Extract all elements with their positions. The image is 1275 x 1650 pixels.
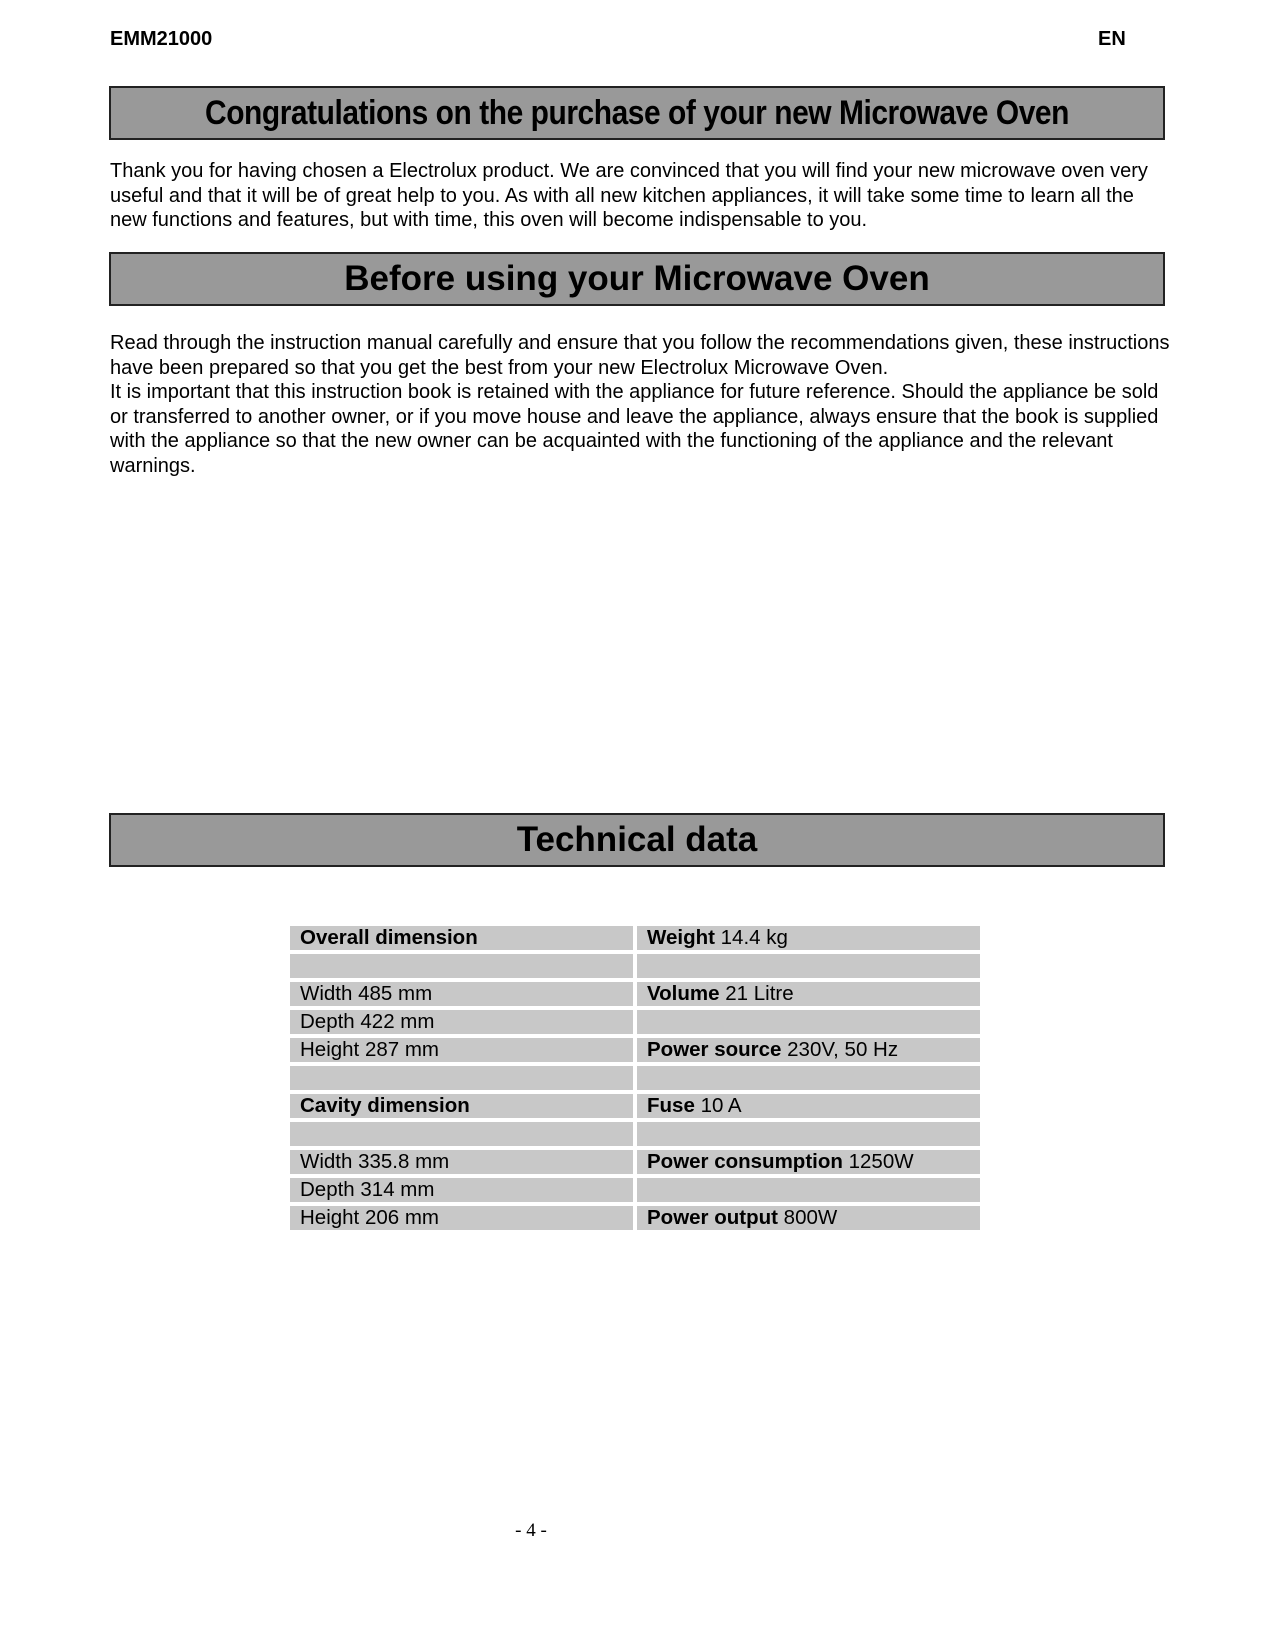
- before-using-text: [110, 331, 1170, 478]
- table-row: [290, 1150, 980, 1174]
- table-row: [290, 1010, 980, 1034]
- table-cell-right: [637, 926, 980, 950]
- table-cell-right: [637, 1206, 980, 1230]
- table-cell-left: [290, 1122, 633, 1146]
- cell-label: Weight: [647, 926, 715, 949]
- cell-value: 10 A: [700, 1094, 742, 1117]
- table-row: [290, 1206, 980, 1230]
- cell-value: Depth 422 mm: [300, 1010, 435, 1033]
- cell-value: Height 287 mm: [300, 1038, 440, 1061]
- technical-data-title: Technical data: [516, 820, 758, 859]
- cell-value: 14.4 kg: [720, 926, 788, 949]
- before-using-title: Before using your Microwave Oven: [344, 259, 930, 298]
- table-row: [290, 1094, 980, 1118]
- table-row: [290, 982, 980, 1006]
- table-cell-left: [290, 954, 633, 978]
- congratulations-text: Thank you for having chosen a Electrolux product. We are convinced that you will find your new microwave oven very useful and that it will be of great help to you. As with all new kitchen appliances, it will take some time to learn all the new functions and features, but with time, this oven will become indispensable to you.: [110, 160, 1148, 231]
- table-cell-left: [290, 926, 633, 950]
- language-code: EN: [1098, 28, 1126, 50]
- congratulations-title: Congratulations on the purchase of your new Microwave Oven: [205, 94, 1069, 132]
- cell-value: Depth 314 mm: [300, 1178, 435, 1201]
- table-row: [290, 1066, 980, 1090]
- table-cell-left: [290, 1038, 633, 1062]
- congratulations-banner: [109, 86, 1165, 140]
- table-cell-left: [290, 1178, 633, 1202]
- table-cell-right: [637, 1122, 980, 1146]
- table-cell-left: [290, 1010, 633, 1034]
- cell-value: 1250W: [848, 1150, 914, 1173]
- cell-value: Height 206 mm: [300, 1206, 440, 1229]
- table-cell-left: [290, 1150, 633, 1174]
- table-cell-right: [637, 1066, 980, 1090]
- table-cell-left: [290, 982, 633, 1006]
- table-cell-right: [637, 954, 980, 978]
- cell-label: Power output: [647, 1206, 778, 1229]
- before-using-paragraph-1: Read through the instruction manual carefully and ensure that you follow the recommendations given, these instructions have been prepared so that you get the best from your new Electrolux Microwave Oven.: [110, 332, 1170, 379]
- technical-data-table: [286, 922, 984, 1234]
- table-cell-right: [637, 1038, 980, 1062]
- table-cell-left: [290, 1094, 633, 1118]
- table-cell-right: [637, 982, 980, 1006]
- table-cell-right: [637, 1178, 980, 1202]
- cell-label: Fuse: [647, 1094, 695, 1117]
- before-using-banner: [109, 252, 1165, 306]
- table-cell-right: [637, 1150, 980, 1174]
- cell-label: Cavity dimension: [300, 1094, 470, 1117]
- cell-value: 230V, 50 Hz: [787, 1038, 899, 1061]
- before-using-paragraph-2: It is important that this instruction book is retained with the appliance for future reference. Should the appliance be sold or transferred to another owner, or if you move house and leave the appliance, always ensure that the book is supplied with the appliance so that the new owner can be acquainted with the functioning of the appliance and the relevant warnings.: [110, 381, 1159, 477]
- table-cell-right: [637, 1010, 980, 1034]
- technical-data-banner: [109, 813, 1165, 867]
- cell-value: 21 Litre: [725, 982, 794, 1005]
- cell-label: Volume: [647, 982, 720, 1005]
- table-cell-left: [290, 1206, 633, 1230]
- table-row: [290, 926, 980, 950]
- table-row: [290, 1122, 980, 1146]
- cell-value: Width 335.8 mm: [300, 1150, 450, 1173]
- cell-value: Width 485 mm: [300, 982, 433, 1005]
- table-row: [290, 954, 980, 978]
- cell-label: Overall dimension: [300, 926, 478, 949]
- cell-label: Power consumption: [647, 1150, 843, 1173]
- table-row: [290, 1178, 980, 1202]
- model-number: EMM21000: [110, 28, 213, 50]
- table-cell-right: [637, 1094, 980, 1118]
- table-cell-left: [290, 1066, 633, 1090]
- cell-label: Power source: [647, 1038, 782, 1061]
- cell-value: 800W: [783, 1206, 838, 1229]
- page-number: - 4 -: [515, 1520, 547, 1541]
- table-row: [290, 1038, 980, 1062]
